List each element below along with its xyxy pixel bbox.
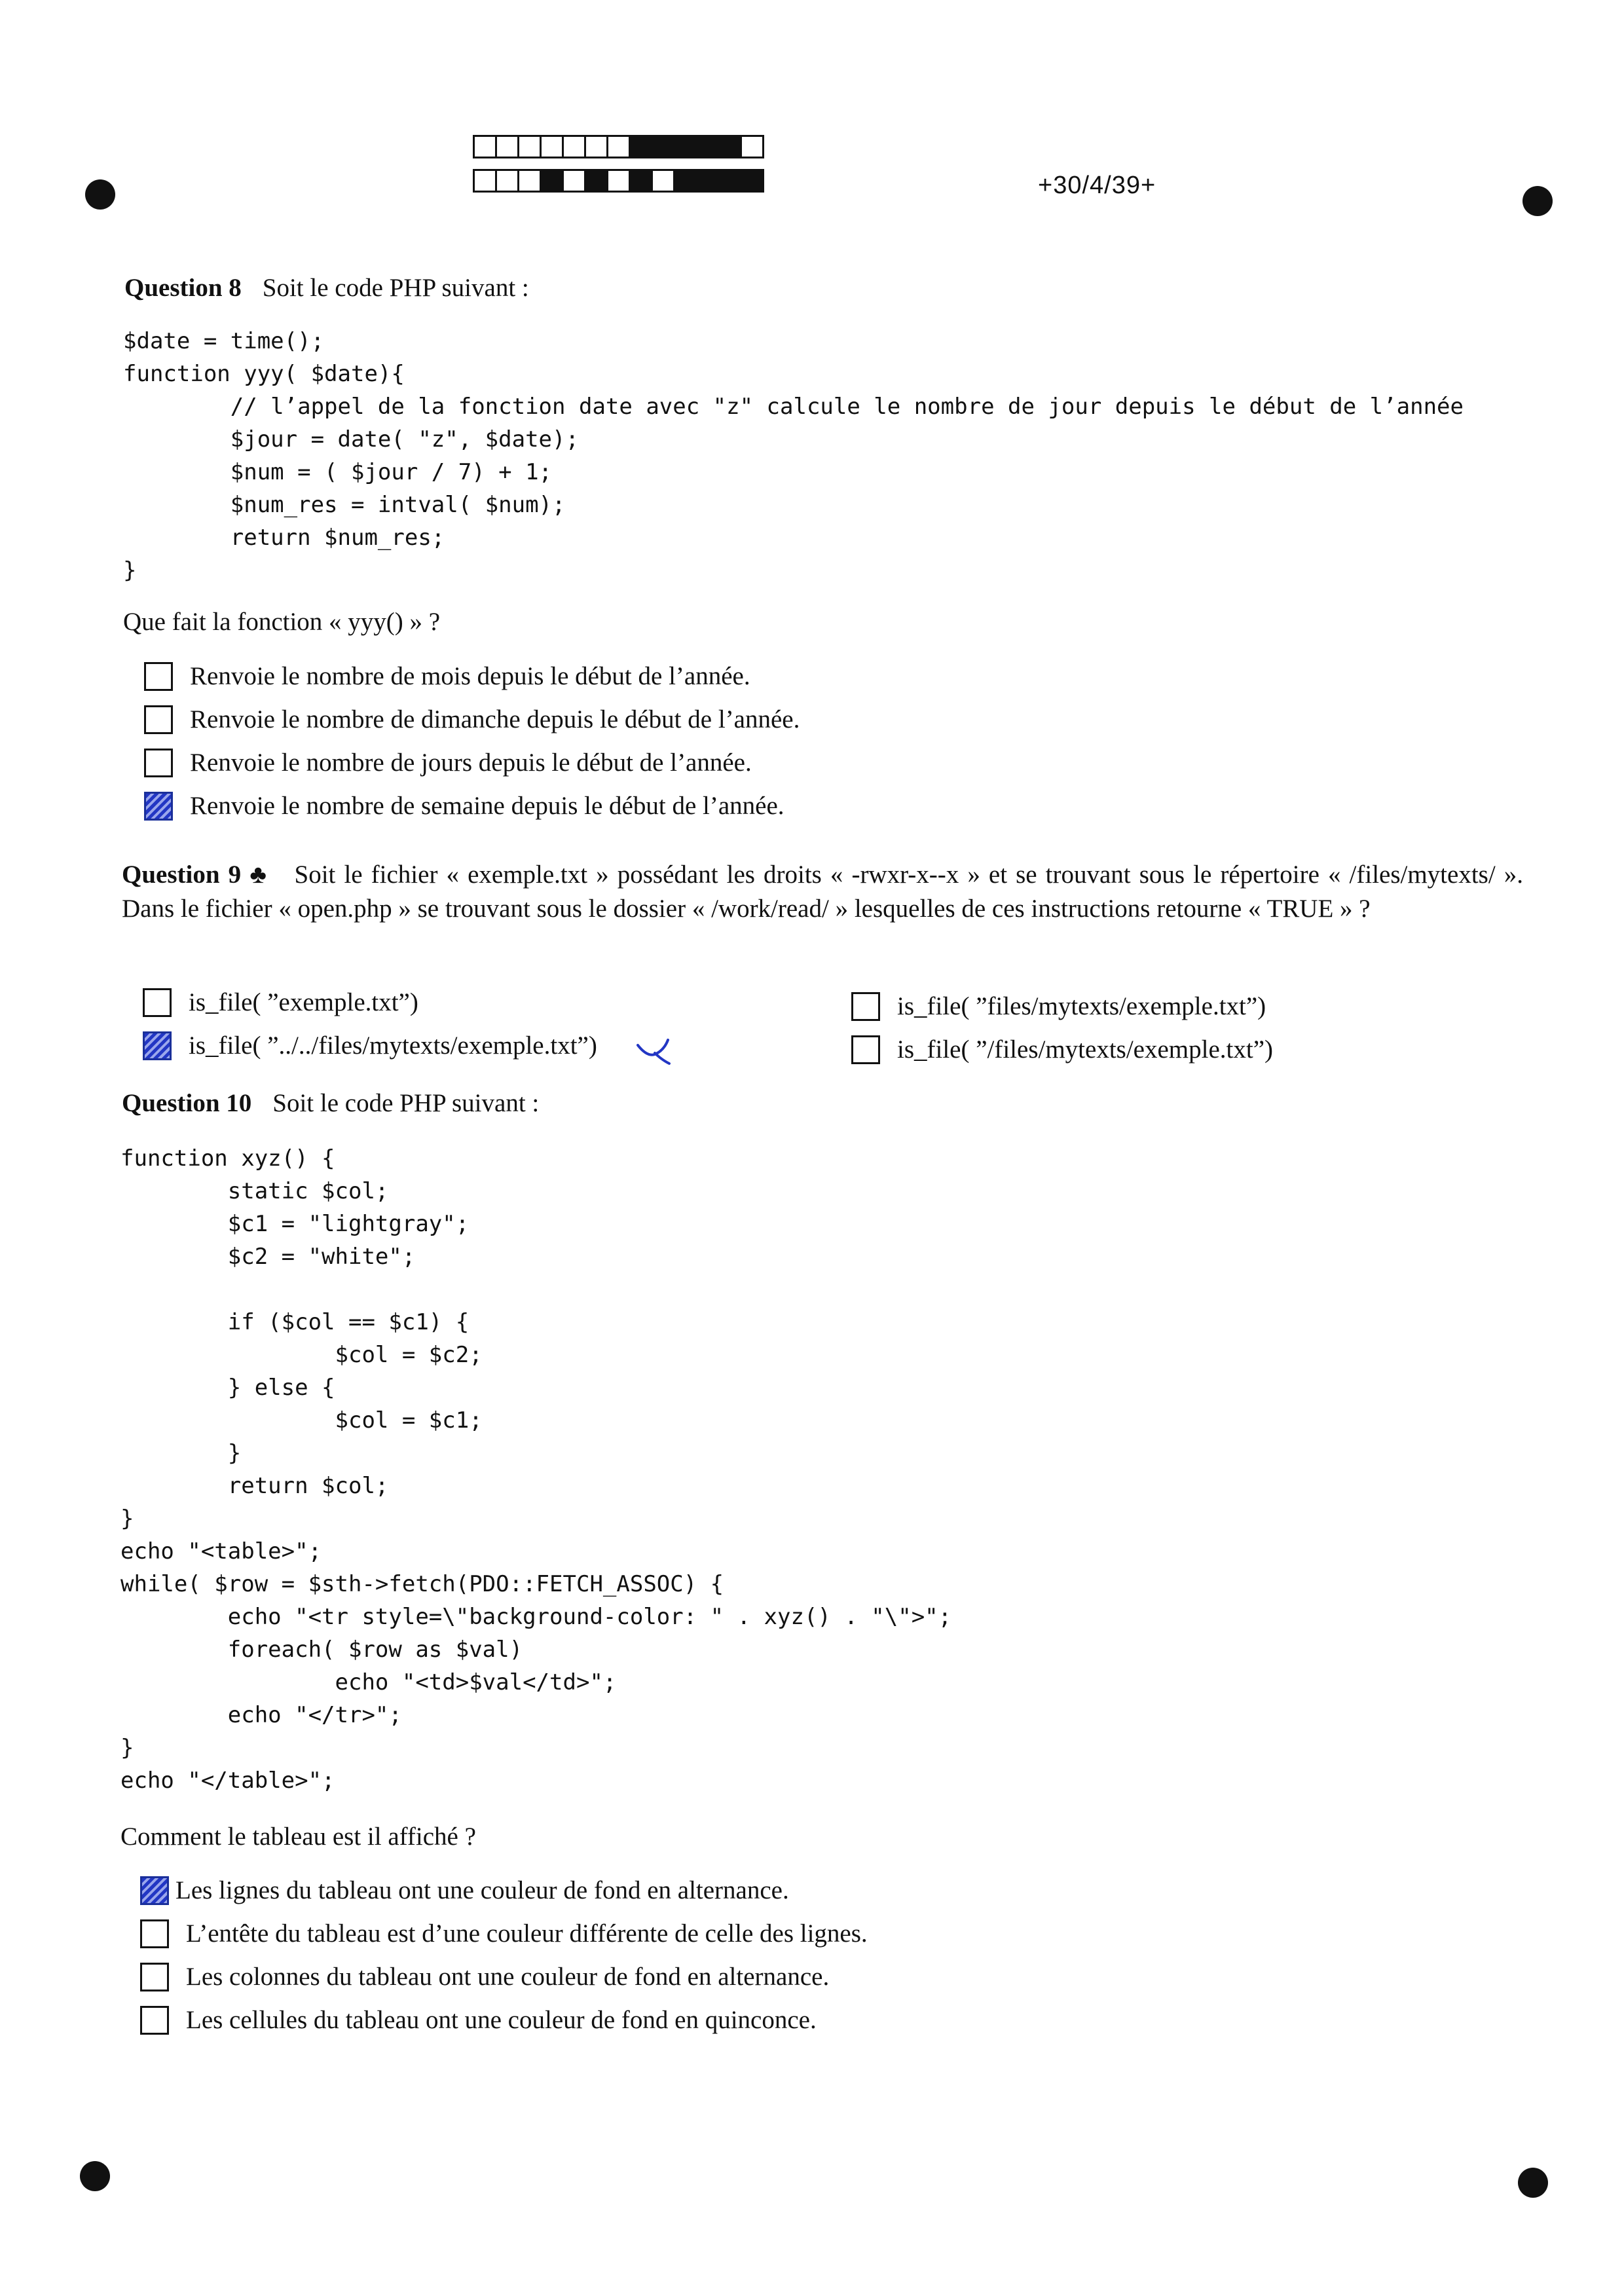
question-text: Soit le code PHP suivant :	[262, 274, 529, 302]
id-cell-empty	[473, 135, 497, 158]
answer-checkbox[interactable]	[140, 2006, 169, 2035]
option-label: is_file( ”/files/mytexts/exemple.txt”)	[897, 1035, 1273, 1064]
registration-dot-bottom-left	[80, 2161, 110, 2191]
option-label: Renvoie le nombre de dimanche depuis le début de l’année.	[190, 705, 800, 733]
option-label: Renvoie le nombre de jours depuis le début de l’année.	[190, 749, 752, 777]
question-10-header	[122, 1087, 539, 1120]
id-cell-filled	[740, 169, 764, 193]
pen-scribble-mark	[635, 1035, 674, 1067]
question-8-option-2[interactable]	[144, 705, 800, 734]
option-label: Renvoie le nombre de semaine depuis le début de l’année.	[190, 792, 784, 820]
id-cell-empty	[517, 135, 542, 158]
answer-checkbox[interactable]	[140, 1963, 169, 1991]
id-cell-empty	[562, 135, 586, 158]
question-9-option-3[interactable]	[851, 991, 1266, 1021]
question-10-prompt: Comment le tableau est il affiché ?	[120, 1823, 476, 1851]
id-cell-empty	[540, 135, 564, 158]
id-cell-filled	[718, 169, 742, 193]
question-10-code: function xyz() { static $col; $c1 = "lightgray"; $c2 = "white"; if ($col == $c1) { $col = $c2; } else { $col = $c1; } return $col; } echo "<table>"; while( $row = $sth->fetch(PDO::FETCH_ASSOC) { echo "<tr style=\"background-color: " . xyz() . "\">"; foreach( $row as $val) echo "<td>$val</td>"; echo "</tr>"; } echo "</table>";	[120, 1145, 952, 1794]
multiple-answer-club-icon: ♣	[248, 861, 269, 889]
id-cell-empty	[651, 169, 675, 193]
answer-checkbox-checked[interactable]	[144, 792, 173, 821]
id-cell-empty	[740, 135, 764, 158]
id-cell-empty	[606, 169, 631, 193]
registration-dot-top-left	[85, 179, 115, 210]
question-text: Soit le fichier « exemple.txt » possédant les droits « -rwxr-x--x » et se trouvant sous le répertoire « /files/mytexts/ ». Dans le fichier « open.php » se trouvant sous le dossier « /work/read/ » lesquelles de ces instructions retourne « TRUE » ?	[122, 861, 1523, 923]
question-8-header	[124, 272, 529, 305]
question-10-option-2[interactable]	[140, 1919, 868, 1948]
id-cell-empty	[606, 135, 631, 158]
id-cell-filled	[673, 135, 697, 158]
question-9-option-2[interactable]	[143, 1031, 597, 1060]
question-9-option-1[interactable]	[143, 988, 418, 1017]
answer-checkbox[interactable]	[140, 1919, 169, 1948]
id-cell-filled	[584, 169, 608, 193]
id-cell-filled	[651, 135, 675, 158]
id-cell-empty	[495, 135, 519, 158]
question-8-option-3[interactable]	[144, 748, 752, 777]
answer-checkbox[interactable]	[144, 662, 173, 691]
question-9-header	[122, 858, 1523, 926]
answer-checkbox[interactable]	[143, 988, 172, 1017]
id-cell-filled	[718, 135, 742, 158]
id-cell-filled	[629, 169, 653, 193]
question-label: Question 8	[124, 274, 242, 302]
option-label: Les lignes du tableau ont une couleur de fond en alternance.	[175, 1876, 789, 1904]
registration-dot-bottom-right	[1518, 2168, 1548, 2198]
id-cell-filled	[673, 169, 697, 193]
question-label: Question 9	[122, 861, 242, 889]
page-code: +30/4/39+	[1038, 172, 1156, 199]
id-cell-empty	[562, 169, 586, 193]
id-cell-empty	[584, 135, 608, 158]
question-8-code: $date = time(); function yyy( $date){ // l’appel de la fonction date avec "z" calcule le nombre de jour depuis le début de l’année $jour = date( "z", $date); $num = ( $jour / 7) + 1; $num_res = intval( $num); return $num_res; }	[123, 328, 1464, 583]
option-label: Les cellules du tableau ont une couleur de fond en quinconce.	[186, 2006, 817, 2034]
id-cell-empty	[495, 169, 519, 193]
question-label: Question 10	[122, 1089, 252, 1117]
id-cell-empty	[473, 169, 497, 193]
question-9-option-4[interactable]	[851, 1035, 1273, 1064]
id-cell-filled	[695, 135, 720, 158]
student-id-grid-row-1	[473, 135, 762, 158]
question-10-option-1[interactable]	[140, 1876, 789, 1905]
question-8-prompt: Que fait la fonction « yyy() » ?	[123, 608, 441, 636]
option-label: Renvoie le nombre de mois depuis le début de l’année.	[190, 662, 750, 690]
answer-checkbox-checked[interactable]	[140, 1876, 169, 1905]
option-label: is_file( ”../../files/mytexts/exemple.txt”)	[189, 1031, 597, 1060]
question-8-option-4[interactable]	[144, 791, 784, 821]
option-label: is_file( ”exemple.txt”)	[189, 988, 418, 1016]
question-10-option-4[interactable]	[140, 2005, 817, 2035]
answer-checkbox[interactable]	[851, 1035, 880, 1064]
registration-dot-top-right	[1522, 186, 1553, 216]
id-cell-filled	[629, 135, 653, 158]
option-label: is_file( ”files/mytexts/exemple.txt”)	[897, 992, 1266, 1020]
answer-checkbox[interactable]	[144, 705, 173, 734]
option-label: L’entête du tableau est d’une couleur différente de celle des lignes.	[186, 1919, 868, 1948]
question-text: Soit le code PHP suivant :	[272, 1089, 540, 1117]
answer-checkbox-checked[interactable]	[143, 1031, 172, 1060]
id-cell-filled	[695, 169, 720, 193]
question-8-option-1[interactable]	[144, 661, 750, 691]
student-id-grid-row-2	[473, 169, 762, 193]
answer-checkbox[interactable]	[144, 749, 173, 777]
option-label: Les colonnes du tableau ont une couleur de fond en alternance.	[186, 1963, 830, 1991]
question-10-option-3[interactable]	[140, 1962, 829, 1991]
id-cell-empty	[517, 169, 542, 193]
answer-checkbox[interactable]	[851, 992, 880, 1021]
id-cell-filled	[540, 169, 564, 193]
